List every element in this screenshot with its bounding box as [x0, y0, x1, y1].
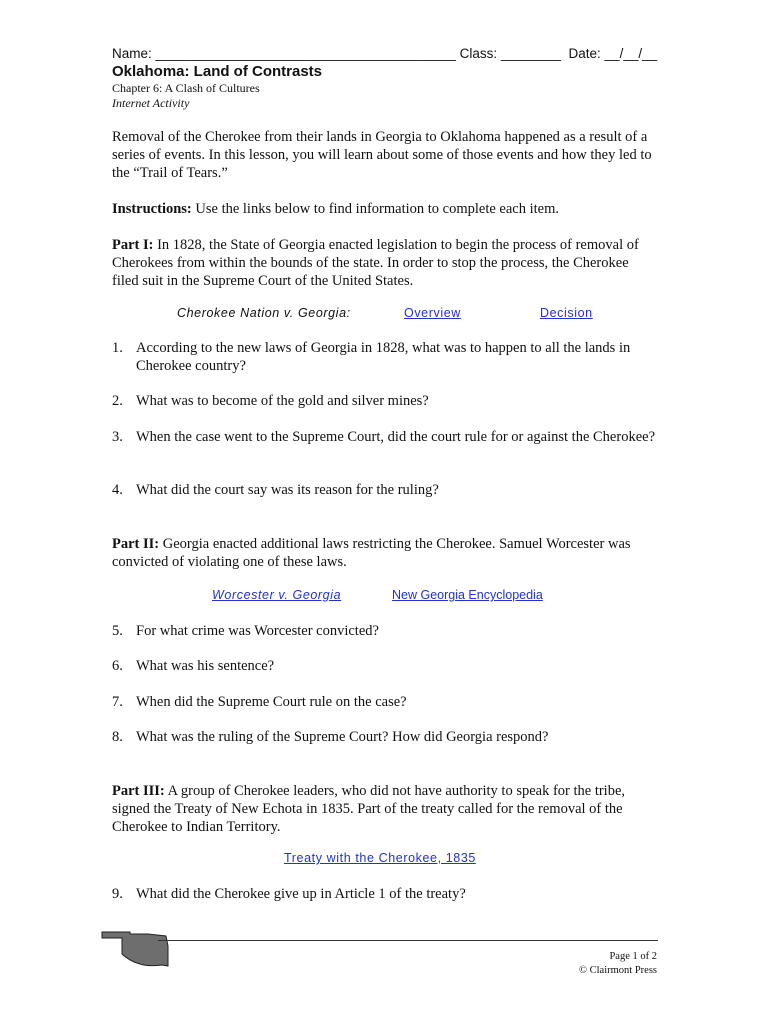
decision-link[interactable]: Decision: [540, 306, 593, 320]
question-6: [112, 657, 657, 675]
question-text: When did the Supreme Court rule on the case?: [136, 694, 407, 710]
case-label-cherokee-nation: Cherokee Nation v. Georgia:: [177, 306, 351, 320]
date-label: Date:: [568, 46, 601, 61]
question-number: 1.: [112, 340, 123, 356]
part3-text: A group of Cherokee leaders, who did not have authority to speak for the tribe, signed the Treaty of New Echota in 1835. Part of the treaty called for the removal of the Cherokee to Indian Territory.: [112, 783, 626, 835]
part3-label: Part III:: [112, 783, 165, 799]
question-number: 7.: [112, 694, 123, 710]
part1-label: Part I:: [112, 237, 154, 253]
name-blank: ________________________________________: [155, 46, 456, 61]
instructions-label: Instructions:: [112, 201, 192, 217]
class-blank: ________: [500, 46, 561, 61]
question-9: [112, 885, 657, 903]
question-8: [112, 728, 657, 746]
worcester-v-georgia-link[interactable]: Worcester v. Georgia: [212, 588, 342, 602]
question-text: What was the ruling of the Supreme Court? How did Georgia respond?: [136, 729, 549, 745]
question-text: What did the Cherokee give up in Article 1 of the treaty?: [136, 886, 466, 902]
page-title: Oklahoma: Land of Contrasts: [112, 63, 323, 80]
part2-label: Part II:: [112, 536, 160, 552]
question-text: What was his sentence?: [136, 658, 275, 674]
page-number: Page 1 of 2: [609, 951, 657, 962]
question-text: For what crime was Worcester convicted?: [136, 623, 379, 639]
question-number: 8.: [112, 729, 123, 745]
question-number: 4.: [112, 482, 123, 498]
date-blank: __/__/__: [604, 46, 658, 61]
part2-paragraph: [112, 535, 652, 571]
instructions-paragraph: [112, 200, 652, 218]
footer-divider: [158, 940, 658, 941]
question-4: [112, 481, 657, 499]
question-number: 5.: [112, 623, 123, 639]
copyright: © Clairmont Press: [579, 965, 657, 976]
question-2: [112, 392, 657, 410]
question-3: [112, 428, 657, 446]
new-georgia-encyclopedia-link[interactable]: New Georgia Encyclopedia: [392, 588, 543, 602]
instructions-text: Use the links below to find information to complete each item.: [191, 201, 560, 217]
part3-paragraph: [112, 782, 652, 836]
part1-paragraph: [112, 236, 652, 290]
part1-text: In 1828, the State of Georgia enacted legislation to begin the process of removal of Cherokees from within the bounds of the state. In order to stop the process, the Cherokee filed suit in the Supreme Court of the United States.: [112, 237, 639, 289]
treaty-with-the-cherokee-link[interactable]: Treaty with the Cherokee, 1835: [284, 851, 476, 865]
question-5: [112, 622, 657, 640]
question-number: 2.: [112, 393, 123, 409]
part2-text: Georgia enacted additional laws restricting the Cherokee. Samuel Worcester was convicted of violating one of these laws.: [112, 536, 631, 570]
activity-subtitle: Internet Activity: [112, 96, 190, 110]
name-label: Name:: [112, 46, 152, 61]
question-number: 9.: [112, 886, 123, 902]
question-1: [112, 339, 657, 375]
question-number: 6.: [112, 658, 123, 674]
question-text: What did the court say was its reason for the ruling?: [136, 482, 439, 498]
oklahoma-state-logo: [100, 928, 172, 970]
question-text: When the case went to the Supreme Court, did the court rule for or against the Cherokee?: [136, 429, 656, 445]
question-text: What was to become of the gold and silver mines?: [136, 393, 429, 409]
intro-paragraph: Removal of the Cherokee from their lands in Georgia to Oklahoma happened as a result of a series of events. In this lesson, you will learn about some of those events and how they led to the “Trail of Tears.”: [112, 129, 652, 181]
chapter-subtitle: Chapter 6: A Clash of Cultures: [112, 81, 260, 95]
class-label: Class:: [459, 46, 498, 61]
question-number: 3.: [112, 429, 123, 445]
question-7: [112, 693, 657, 711]
header-line: [112, 46, 657, 61]
question-text: According to the new laws of Georgia in 1828, what was to happen to all the lands in Cherokee country?: [136, 340, 631, 374]
overview-link[interactable]: Overview: [404, 306, 461, 320]
